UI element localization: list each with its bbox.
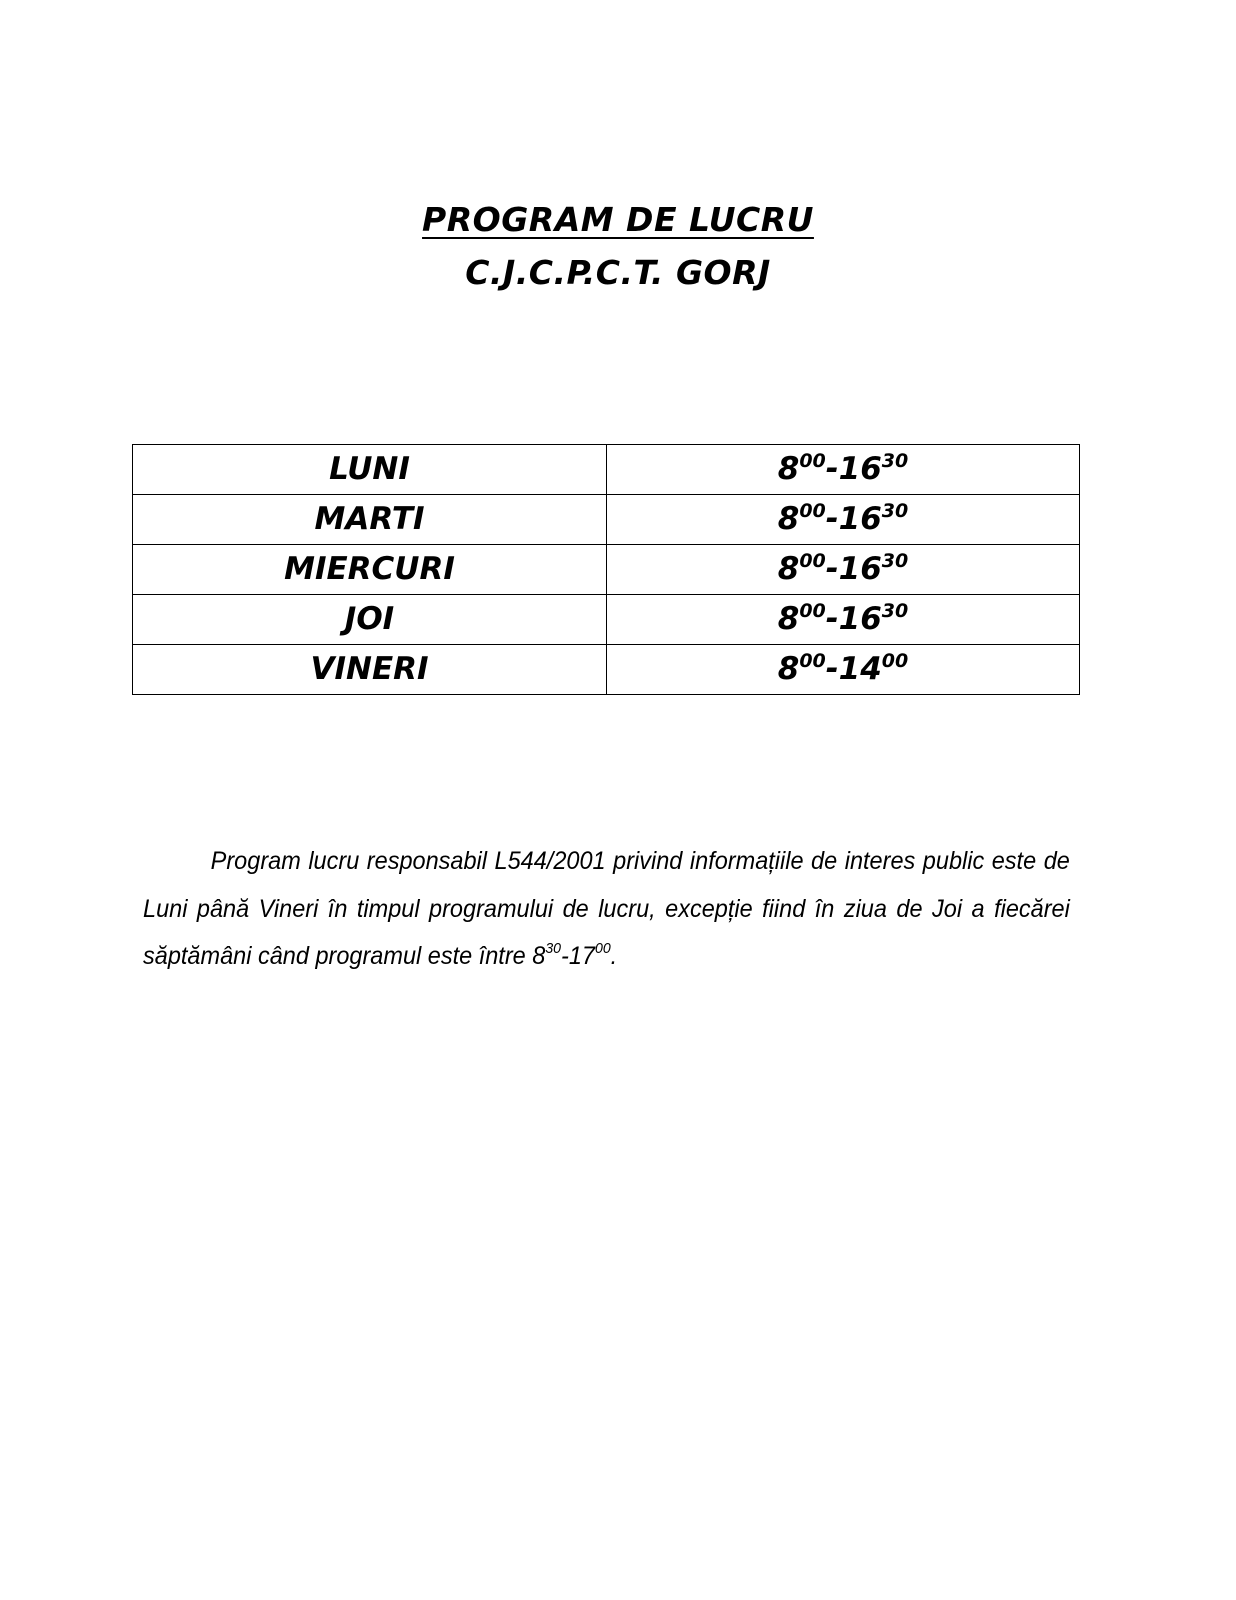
hours-cell: $8^{00}-16^{30}$ bbox=[607, 445, 1080, 495]
table-row bbox=[133, 495, 1080, 545]
table-row bbox=[133, 445, 1080, 495]
page-title bbox=[0, 200, 1236, 239]
note-start-min: 30 bbox=[545, 940, 562, 957]
schedule-table bbox=[132, 444, 1080, 695]
table-row bbox=[133, 645, 1080, 695]
hours-cell: $8^{00}-16^{30}$ bbox=[607, 545, 1080, 595]
day-cell: LUNI bbox=[133, 445, 607, 495]
note-end-min: 00 bbox=[594, 940, 611, 957]
hours-cell: $8^{00}-16^{30}$ bbox=[607, 495, 1080, 545]
day-cell: MIERCURI bbox=[133, 545, 607, 595]
hours-cell: $8^{00}-14^{00}$ bbox=[607, 645, 1080, 695]
day-cell: JOI bbox=[133, 595, 607, 645]
note-text: Program lucru responsabil L544/2001 privind informațiile de interes public este de Luni până Vineri în timpul programului de lucru, excepție fiind în ziua de Joi a fiecărei săptămâni când programul este între 8 bbox=[143, 847, 1070, 970]
note-paragraph: Program lucru responsabil L544/2001 privind informațiile de interes public este de Luni până Vineri în timpul programului de lucru, excepție fiind în ziua de Joi a fiecărei săptămâni când programul este între $8^{30}-17^{00}$. bbox=[143, 847, 1070, 970]
title-line-1: PROGRAM DE LUCRU bbox=[422, 200, 814, 239]
table-row bbox=[133, 595, 1080, 645]
day-cell: MARTI bbox=[133, 495, 607, 545]
table-row bbox=[133, 545, 1080, 595]
hours-cell: $8^{00}-16^{30}$ bbox=[607, 595, 1080, 645]
day-cell: VINERI bbox=[133, 645, 607, 695]
organization-name: C.J.C.P.C.T. GORJ bbox=[465, 253, 771, 292]
